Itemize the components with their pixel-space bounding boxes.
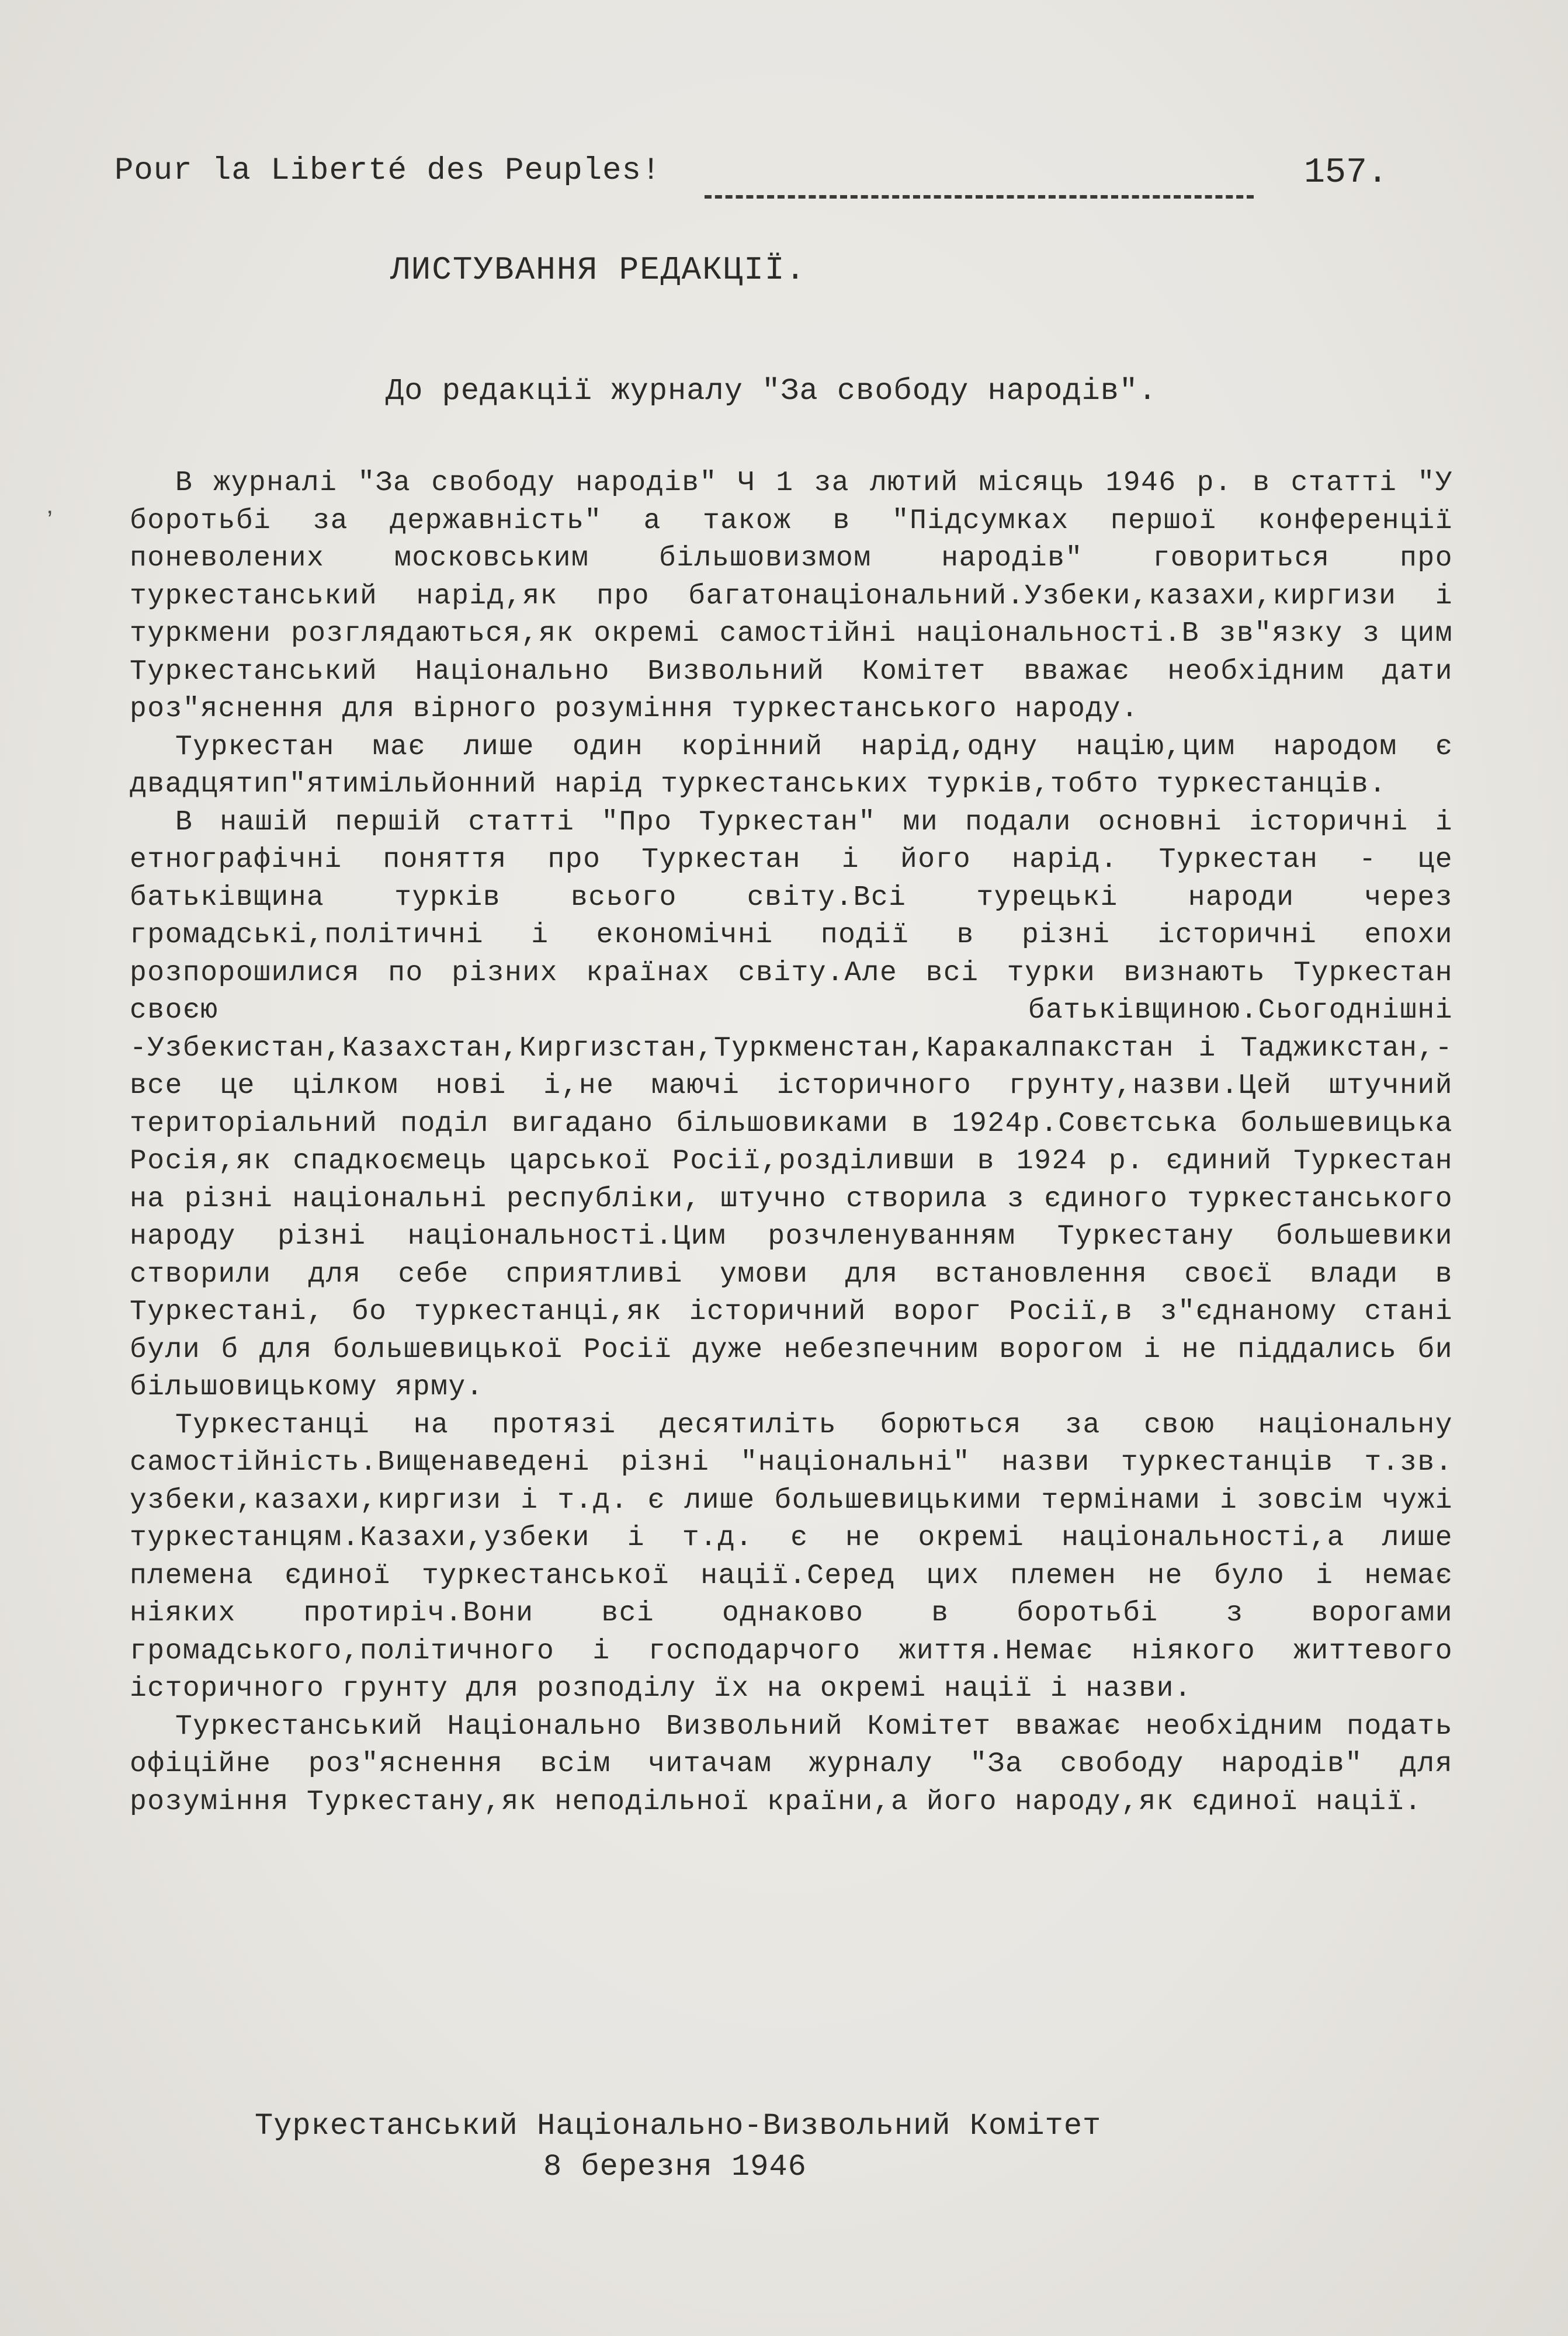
page-number: 157. xyxy=(1303,153,1388,193)
paragraph: Туркестанці на протязі десятиліть борються за свою національну самостійність.Вищенаведені різні "національні" назви туркестанців т.зв. узбеки,казахи,киргизи і т.д. є лише большевицькими термінами і зовсім чужі туркестанцям.Казахи,узбеки і т.д. є не окремі національності,а лише племена єдиної туркестанської нації.Серед цих племен не було і немає ніяких протиріч.Вони всі однаково в боротьбі з ворогами громадського,політичного і господарчого життя.Немає ніякого життевого історичного грунту для розподілу їх на окремі нації і назви. xyxy=(130,1409,1453,1705)
addressee-line: До редакції журналу "За свободу народів". xyxy=(386,374,1157,408)
paragraph: В нашій першій статті "Про Туркестан" ми подали основні історичні і етнографічні поняття про Туркестан і його нарід. Туркестан - це батьківщина турків всього світу.Всі турецькі народи через громадські,політичні і економічні події в різні історичні епохи розпорошилися по різних країнах світу.Але всі турки визнають Туркестан своєю батьківщиною.Сьогоднішні -Узбекистан,Казахстан,Киргизстан,Туркменстан,Каракалпакстан і Таджикстан,- все це цілком нові і,не маючі історичного грунту,назви.Цей штучний територіальний поділ вигадано більшовиками в 1924р.Совєтська большевицька Росія,як спадкоємець царської Росії,розділивши в 1924 р. єдиний Туркестан на різні національні республіки, штучно створила з єдиного туркестанського народу різні національності.Цим розчленуванням Туркестану большевики створили для себе сприятливі умови для встановлення своєї влади в Туркестані, бо туркестанці,як історичний ворог Росії,в з"єднаному стані були б для большевицької Росії дуже небезпечним ворогом і не піддались би більшовицькому ярму. xyxy=(130,806,1453,1403)
margin-mark: ʼ xyxy=(42,508,58,537)
date-line: 8 березня 1946 xyxy=(543,2150,807,2184)
paragraph: Туркестанський Національно Визвольний Комітет вважає необхідним подать офіційне роз"яснення всім читачам журналу "За свободу народів" для розуміння Туркестану,як неподільної країни,а його народу,як єдиної нації. xyxy=(130,1710,1453,1818)
signature-line: Туркестанський Національно-Визвольний Комітет xyxy=(255,2109,1102,2143)
letter-body xyxy=(130,464,1453,1821)
paragraph: В журналі "За свободу народів" Ч 1 за лютий місяць 1946 р. в статті "У боротьбі за державність" а також в "Підсумках першої конференції поневолених московським більшовизмом народів" говориться про туркестанський нарід,як про багатонаціональний.Узбеки,казахи,киргизи і туркмени розглядаються,як окремі самостійні національності.В зв"язку з цим Туркестанський Національно Визвольний Комітет вважає необхідним дати роз"яснення для вірного розуміння туркестанського народу. xyxy=(130,467,1453,725)
page-header xyxy=(115,153,1406,206)
section-title: ЛИСТУВАННЯ РЕДАКЦІЇ. xyxy=(390,251,807,289)
journal-name: Pour la Liberté des Peuples! xyxy=(115,153,661,189)
paragraph: Туркестан має лише один корінний нарід,одну націю,цим народом є двадцятип"ятимільйонний нарід туркестанських турків,тобто туркестанців. xyxy=(130,731,1453,800)
header-dash-line xyxy=(705,195,1254,199)
